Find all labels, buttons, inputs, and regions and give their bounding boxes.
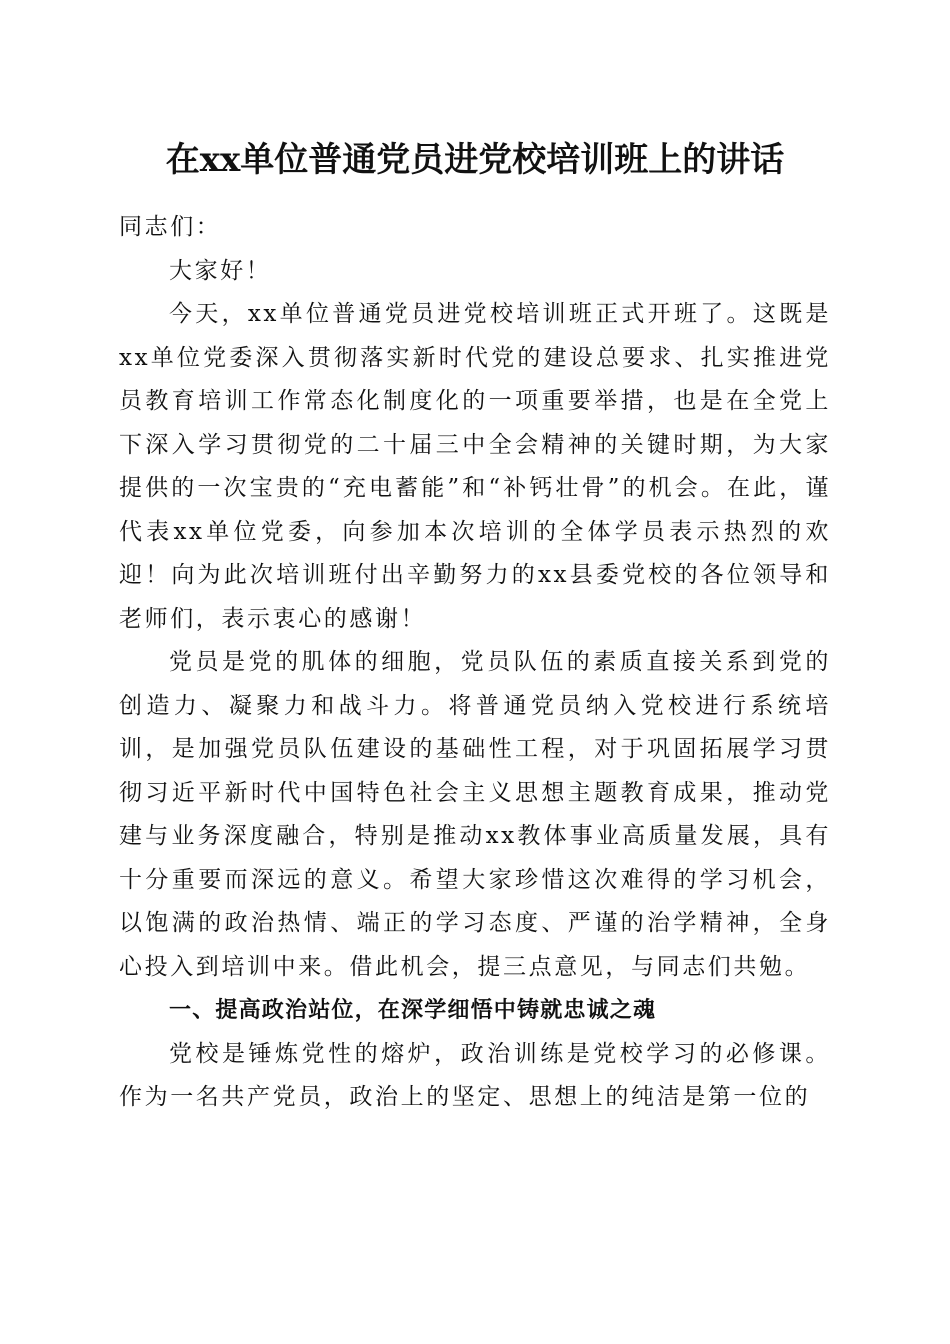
- section-heading-1: 一、提高政治站位，在深学细悟中铸就忠诚之魂: [169, 998, 657, 1023]
- paragraph-significance: 党员是党的肌体的细胞，党员队伍的素质直接关系到党的创造力、凝聚力和战斗力。将普通党员纳入党校进行系统培训，是加强党员队伍建设的基础性工程，对于巩固拓展学习贯彻习近平新时代中国特色社会主义思想主题教育成果，推动党建与业务深度融合，特别是推动xx教体事业高质量发展，具有十分重要而深远的意义。希望大家珍惜这次难得的学习机会，以饱满的政治热情、端正的学习态度、严谨的治学精神，全身心投入到培训中来。借此机会，提三点意见，与同志们共勉。: [119, 649, 831, 980]
- paragraph-section-1: 党校是锤炼党性的熔炉，政治训练是党校学习的必修课。作为一名共产党员，政治上的坚定、思想上的纯洁是第一位的: [119, 1040, 831, 1110]
- paragraph-opening: 今天，xx单位普通党员进党校培训班正式开班了。这既是xx单位党委深入贯彻落实新时代党的建设总要求、扎实推进党员教育培训工作常态化制度化的一项重要举措，也是在全党上下深入学习贯彻党的二十届三中全会精神的关键时期，为大家提供的一次宝贵的“充电蓄能”和“补钙壮骨”的机会。在此，谨代表xx单位党委，向参加本次培训的全体学员表示热烈的欢迎！向为此次培训班付出辛勤努力的xx县委党校的各位领导和老师们，表示衷心的感谢！: [119, 301, 831, 632]
- salutation: 同志们：: [119, 214, 222, 240]
- greeting: 大家好！: [169, 257, 272, 284]
- document-body: [119, 206, 831, 1120]
- document-title: 在xx单位普通党员进党校培训班上的讲话: [165, 140, 785, 180]
